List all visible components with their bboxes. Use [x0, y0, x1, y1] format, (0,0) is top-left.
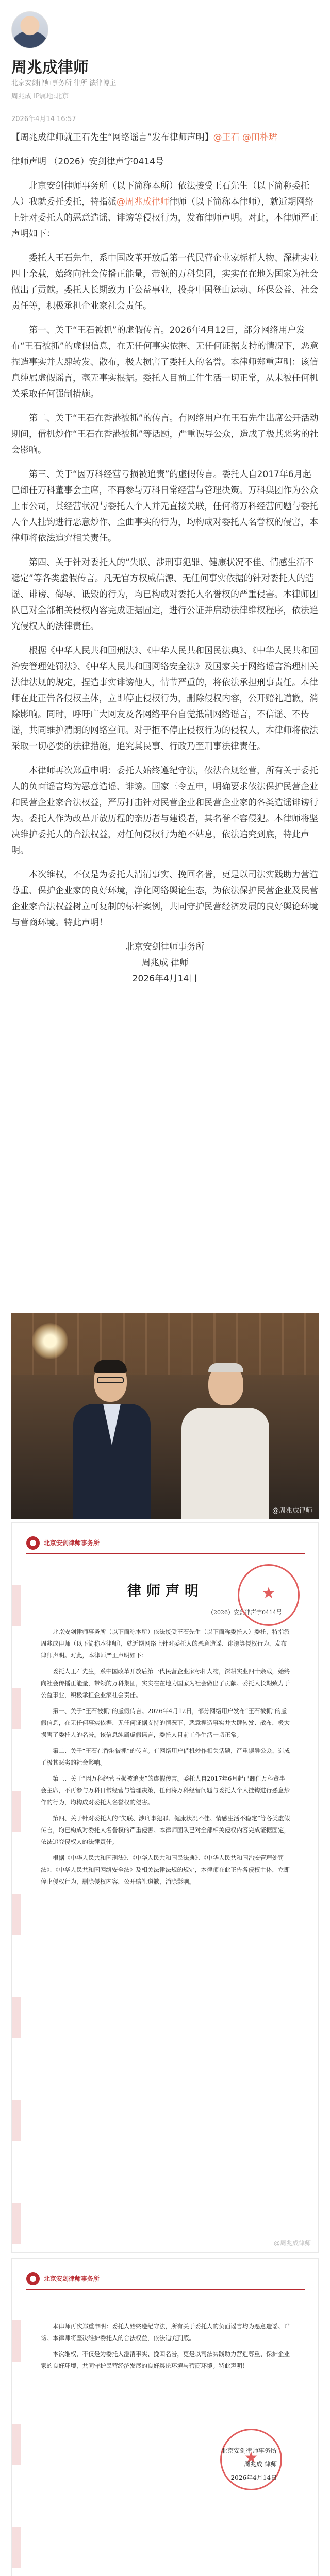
letter-sig-date: 2026年4月14日	[230, 2474, 277, 2481]
letterhead-firm: 北京安剑律师事务所	[44, 2275, 100, 2282]
firm-logo-icon	[26, 2272, 40, 2285]
paragraph: 根据《中华人民共和国刑法》、《中华人民共和国民法典》、《中华人民共和国治安管理处罚法》、《中华人民共和国网络安全法》及国家关于网络谣言治理相关法律法规的规定，捏造事实诽谤他人，情节严重的，将依法承担刑事责任。本律师在此正告各侵权主体，立即停止侵权行为，删除侵权内容，公开赔礼道歉，消除影响。同时，呼吁广大网友及各网络平台自觉抵制网络谣言，不信谣、不传谣，共同维护清朗的网络空间。对于拒不停止侵权行为的侵权人，本律师将依法采取一切必要的法律措施，追究其民事、行政乃至刑事法律责任。	[11, 646, 318, 752]
post-timestamp: 2026年4月14 16:57	[11, 115, 76, 123]
person-right	[182, 1364, 269, 1519]
paragraph: 第三、关于“因万科经营亏损被追责”的虚假传言。委托人自2017年6月起已卸任万科董事会主席，不再参与万科日常经营与管理决策。万科集团作为公众上市公司，其经营状况与委托人个人并无直接关联，任何将万科经营问题与委托人个人挂钩进行恶意炒作、歪曲事实的行为，均构成对委托人名誉权的侵害，本律师将依法追究相关责任。	[11, 469, 318, 544]
firm-logo-icon	[26, 1536, 40, 1550]
author-verification: 北京安剑律师事务所 律所 法律博主	[11, 79, 117, 87]
letter-watermark: @周兆成律师	[273, 2240, 311, 2247]
letter-sig-lawyer: 周兆成 律师	[244, 2461, 277, 2468]
letter-paragraph: 本律师再次郑重申明：委托人始终遵纪守法，所有关于委托人的负面谣言均为恶意造谣、诽谤。本律师将坚决维护委托人的合法权益，依法追究到底。	[41, 2323, 290, 2342]
letter-paragraph: 第三、关于“因万科经营亏损被追责”的虚假传言。委托人自2017年6月起已卸任万科董事会主席，不再参与万科日常经营与管理决策，任何将万科经营问题与委托人个人挂钩进行恶意炒作的行为，均构成对委托人名誉权的侵害。	[41, 1775, 290, 1806]
signature-firm: 北京安剑律师事务所	[125, 942, 205, 952]
letter-body	[41, 2320, 290, 2376]
author-meta: 周兆成 IP属地:北京	[11, 93, 69, 100]
lamp-light	[32, 1323, 68, 1359]
person-left	[73, 1362, 151, 1519]
letter-paragraph: 本次维权，不仅是为委托人澄清事实、挽回名誉，更是以司法实践助力营造尊重、保护企业家的良好环境，共同守护民营经济发展的良好舆论环境与营商环境。特此声明！	[41, 2350, 290, 2369]
author-avatar[interactable]	[11, 11, 48, 48]
letter-paragraph: 根据《中华人民共和国刑法》、《中华人民共和国民法典》、《中华人民共和国治安管理处罚法》、《中华人民共和国网络安全法》及相关法律法规的规定，本律师在此正告各侵权主体，立即停止侵权行为，删除侵权内容，公开赔礼道歉，消除影响。	[41, 1854, 290, 1885]
paragraph: 委托人王石先生，系中国改革开放后第一代民营企业家标杆人物、深耕实业四十余载，始终向社会传播正能量，带领的万科集团，实实在在地为国家为社会做出了贡献。委托人长期致力于公益事业，投身中国登山运动、环保公益、社会责任等，积极承担企业家社会责任。	[11, 253, 318, 311]
letter-ref: （2026）安剑律声字0414号	[208, 1609, 282, 1616]
statement-ref: 律师声明 （2026）安剑律声字0414号	[11, 157, 164, 167]
letterhead-rule	[26, 1553, 305, 1554]
signature-lawyer: 周兆成 律师	[141, 958, 189, 968]
paragraph: 第一、关于“王石被抓”的虚假传言。2026年4月12日，部分网络用户发布“王石被抓”的虚假信息，在无任何事实依据、无任何证据支持的情况下，恶意捏造事实并大肆转发、散布，极大损害了委托人的名誉。本律师郑重声明：该信息纯属虚假谣言，毫无事实根据。委托人目前工作生活一切正常，从未被任何机关采取任何强制措施。	[11, 325, 319, 399]
photo-watermark: @周兆成律师	[272, 1507, 312, 1515]
mention-link[interactable]: @周兆成律师	[117, 197, 169, 207]
paragraph: 第二、关于“王石在香港被抓”的传言。有网络用户在王石先生出席公开活动期间，借机炒作“王石在香港被抓”等话题，严重误导公众，造成了极其恶劣的社会影响。	[11, 413, 319, 455]
author-name[interactable]: 周兆成律师	[11, 59, 89, 77]
seam-seal	[12, 2259, 21, 2576]
letter-paragraph: 第一、关于“王石被抓”的虚假传言。2026年4月12日，部分网络用户发布“王石被抓”的虚假信息，在无任何事实依据、无任何证据支持的情况下，恶意捏造事实并大肆转发、散布，极大损害了委托人的名誉。该信息纯属虚假谣言，委托人目前工作生活一切正常。	[41, 1707, 290, 1738]
mention-link[interactable]: @田朴珺	[242, 132, 278, 143]
seam-seal	[12, 1523, 21, 2252]
post-body	[11, 130, 319, 987]
mention-link[interactable]: @王石	[213, 132, 240, 143]
paragraph	[11, 178, 319, 242]
letterhead-firm: 北京安剑律师事务所	[44, 1539, 100, 1547]
letter-paragraph: 北京安剑律师事务所（以下简称本所）依法接受王石先生（以下简称委托人）委托，特指派周兆成律师（以下简称本律师），就近期网络上针对委托人的恶意造谣、诽谤等侵权行为，发布律师声明。对此，本律师严正声明如下：	[41, 1628, 290, 1659]
letter-signature	[221, 2444, 277, 2484]
letter-image-page-1[interactable]	[11, 1522, 319, 2253]
letter-paragraph: 第二、关于“王石在香港被抓”的传言。有网络用户借机炒作相关话题，严重误导公众，造成了极其恶劣的社会影响。	[41, 1747, 290, 1766]
paragraph: 第四、关于针对委托人的“失联、涉刑事犯罪、健康状况不佳、情感生活不稳定”等各类虚假传言。凡无官方权威信源、无任何事实依据的针对委托人的造谣、诽谤、侮辱、诋毁的行为，均已构成对委托人名誉权的严重侵害。本律师团队已对全部相关侵权内容完成证据固定，进行公证并启动法律维权程序，依法追究侵权人的法律责任。	[11, 557, 318, 632]
post-title-line	[11, 130, 319, 146]
paragraph-text: 北京安剑律师事务所（以下简称本所）依法接受王石先生（以下简称委托人）我就委托委托，特指派	[11, 181, 309, 207]
paragraph-text: 律师（以下简称本律师），就近期网络上针对委托人的恶意造谣、诽谤等侵权行为，发布律师声明。对此，本律师严正声明如下：	[11, 197, 318, 239]
letter-sig-firm: 北京安剑律师事务所	[221, 2447, 277, 2454]
letter-paragraph: 委托人王石先生，系中国改革开放后第一代民营企业家标杆人物，深耕实业四十余载，始终向社会传播正能量，带领的万科集团，实实在在地为国家为社会做出了贡献。委托人长期致力于公益事业，积极承担企业家社会责任。	[41, 1668, 290, 1699]
paragraph: 本律师再次郑重申明：委托人始终遵纪守法，依法合规经营，所有关于委托人的负面谣言均为恶意造谣、诽谤。国家三令五申，明确要求依法保护民营企业和民营企业家合法权益，严厉打击针对民营企业和民营企业家的各类造谣诽谤行为。委托人作为改革开放历程的亲历者与建设者，其名誉不容侵犯。本律师将坚决维护委托人的合法权益，对任何侵权行为绝不姑息，依法追究到底，特此声明。	[11, 766, 318, 856]
letter-image-page-2[interactable]	[11, 2258, 319, 2576]
letter-paragraph: 第四、关于针对委托人的“失联、涉刑事犯罪、健康状况不佳、情感生活不稳定”等各类虚假传言，均已构成对委托人名誉权的严重侵害。本律师团队已对全部相关侵权内容完成证据固定，依法追究侵权人的法律责任。	[41, 1815, 290, 1845]
post-title: 【周兆成律师就王石先生“网络谣言”发布律师声明】	[11, 132, 213, 143]
post-photo[interactable]	[11, 1313, 319, 1519]
letter-title: 律师声明	[127, 1583, 204, 1599]
letterhead-rule	[26, 2289, 305, 2290]
letter-body	[41, 1626, 290, 1892]
post-header	[0, 0, 330, 129]
signature-date: 2026年4月14日	[132, 974, 198, 984]
paragraph: 本次维权，不仅是为委托人清清事实、挽回名誉，更是以司法实践助力营造尊重、保护企业家的良好环境，净化网络舆论生态，为依法保护民营企业及民营企业家合法权益树立可复制的标杆案例，共同守护民营经济发展的良好舆论环境与营商环境。特此声明！	[11, 870, 318, 928]
